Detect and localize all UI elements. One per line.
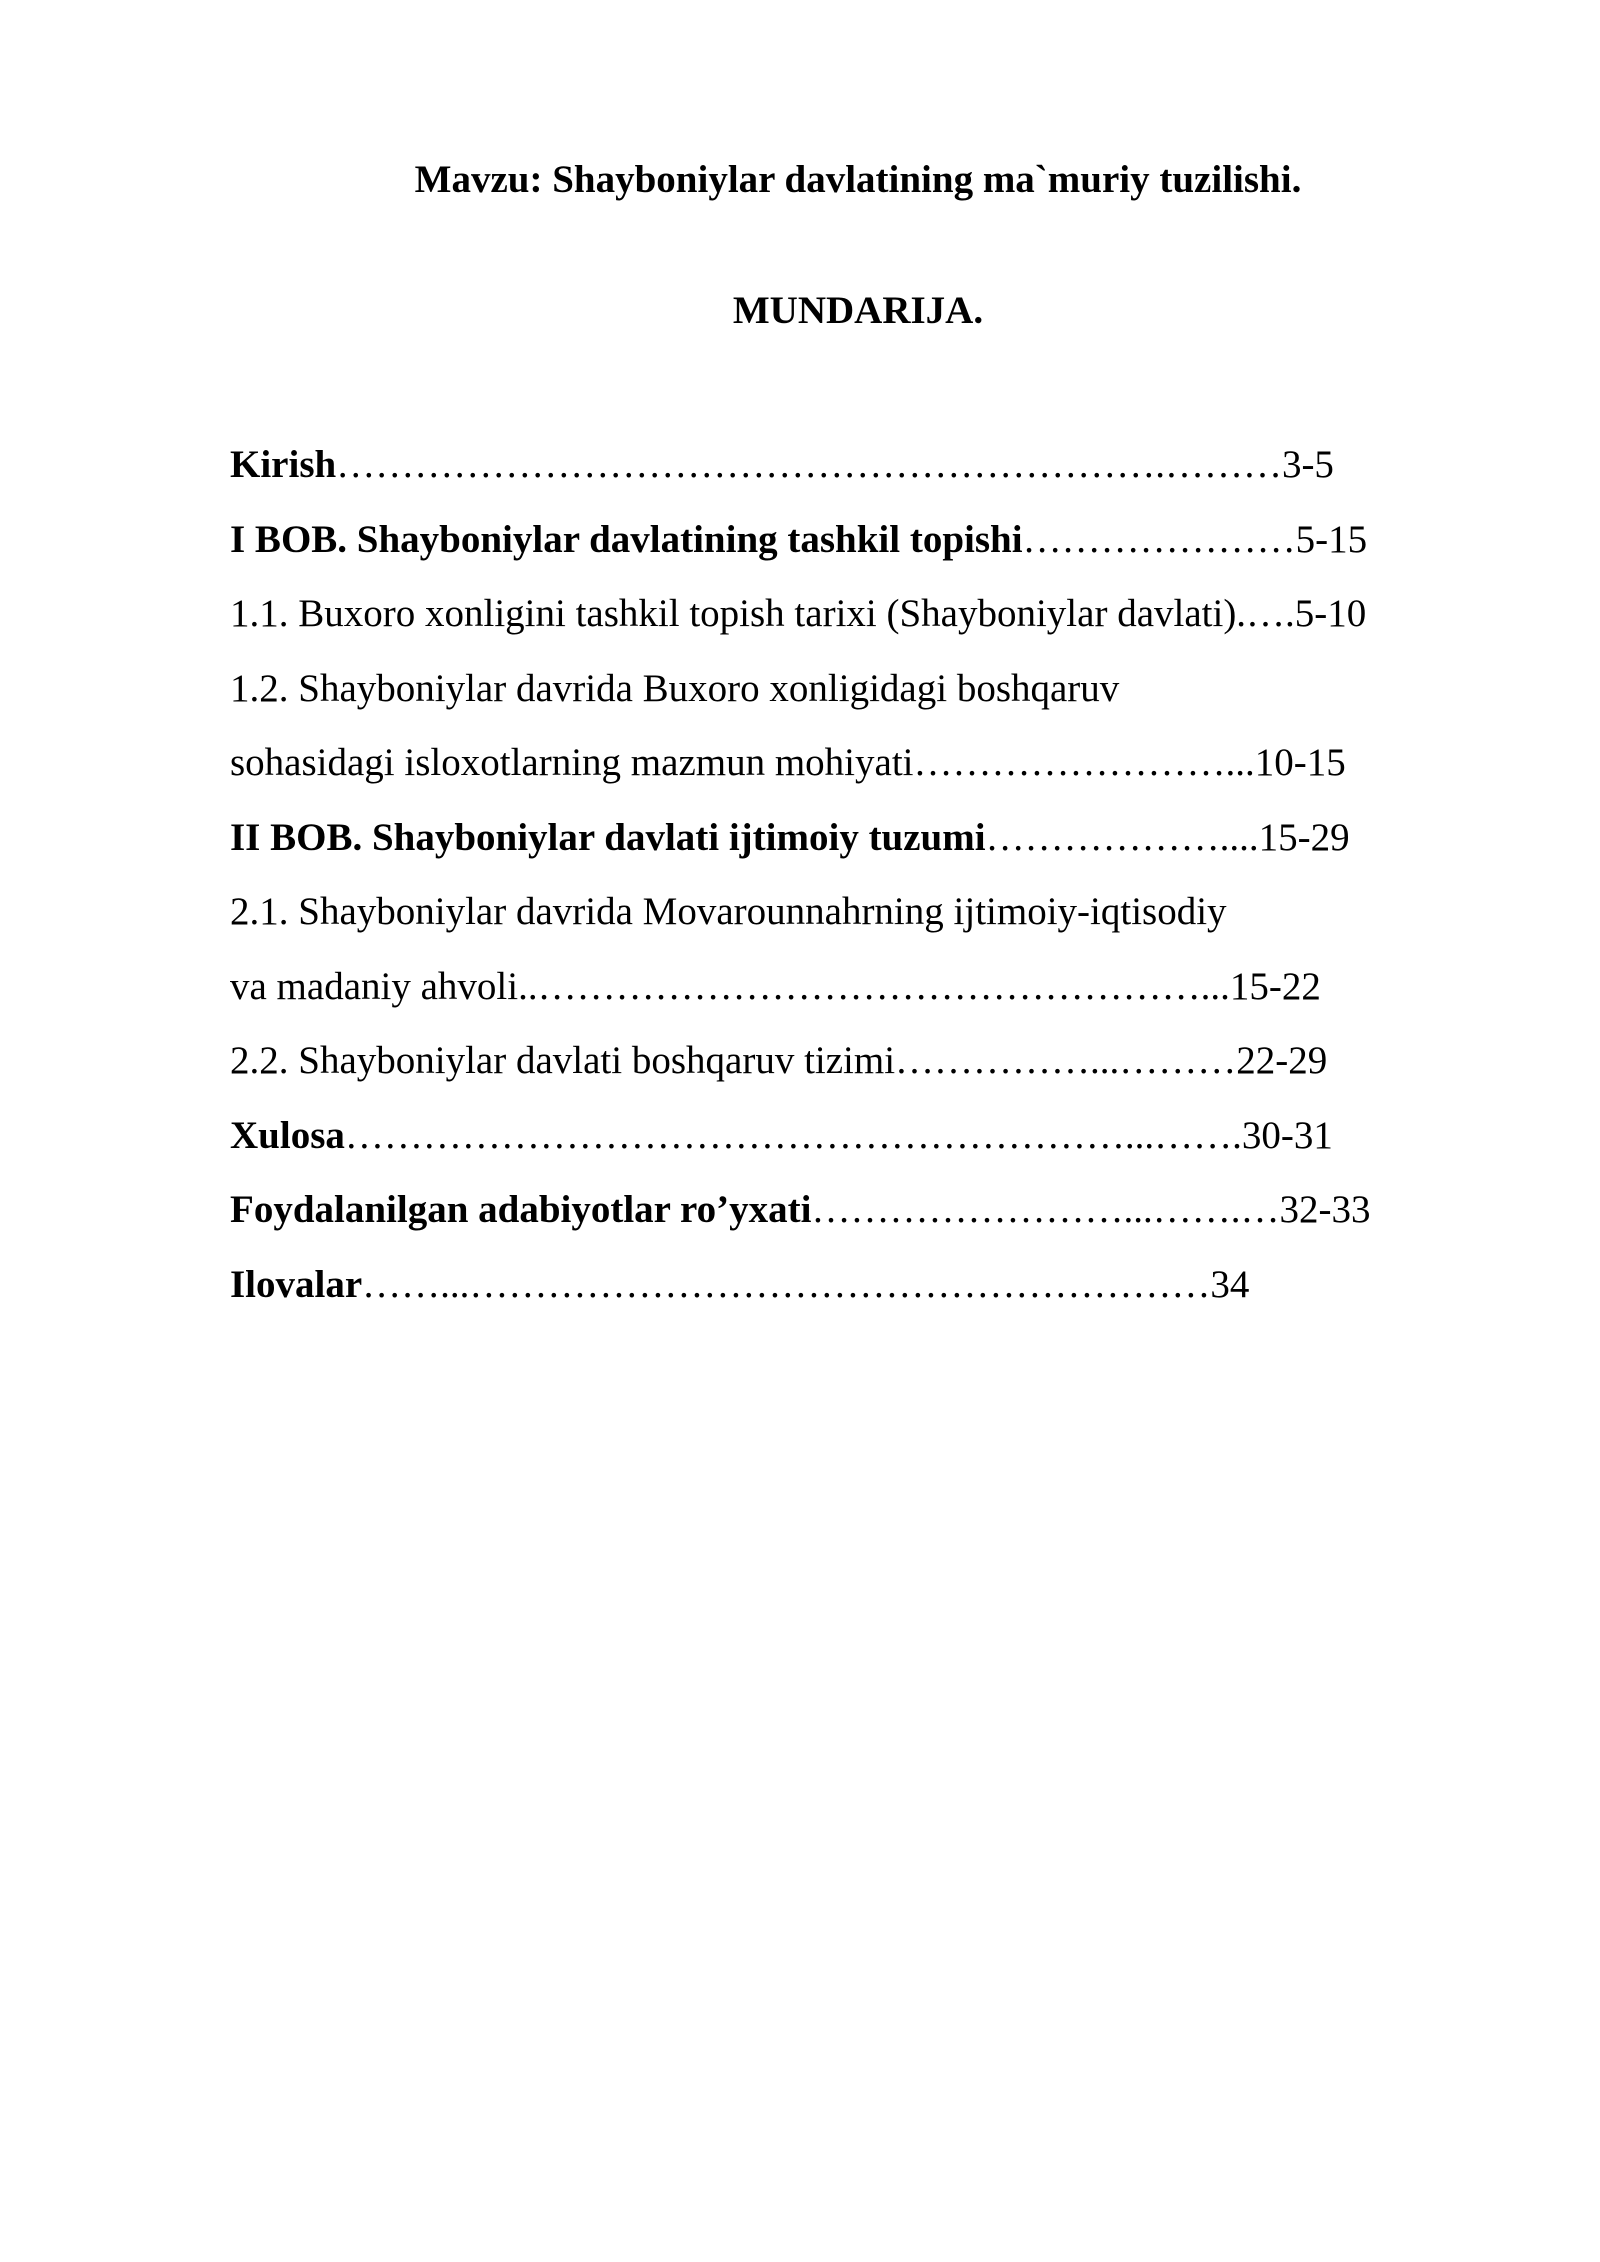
toc-entry-bob-1 xyxy=(230,503,1370,578)
toc-entry-title: Foydalanilgan adabiyotlar ro’yxati xyxy=(230,1188,812,1231)
toc-entry-section-1-1 xyxy=(230,577,1370,652)
toc-leader-pages: .……………………………………………...15-22 xyxy=(527,964,1321,1008)
toc-entry-adabiyotlar xyxy=(230,1173,1370,1248)
toc-leader-pages: ……………………...…….…32-33 xyxy=(811,1188,1371,1231)
toc-leader-pages: ……………………………………………………...…….30-31 xyxy=(344,1113,1333,1157)
toc-leader-pages: ……………………...10-15 xyxy=(913,741,1346,784)
toc-entry-title: II BOB. Shayboniylar davlati ijtimoiy tuzumi xyxy=(230,815,986,859)
toc-entry-xulosa xyxy=(230,1099,1370,1174)
toc-entry-title: Kirish xyxy=(230,443,337,486)
toc-leader-pages: ………………....15-29 xyxy=(985,815,1350,859)
contents-heading: MUNDARIJA. xyxy=(732,289,984,332)
table-of-contents xyxy=(230,428,1370,1322)
toc-entry-text: va madaniy ahvoli. xyxy=(230,964,528,1008)
toc-entry-text: sohasidagi isloxotlarning mazmun mohiyati xyxy=(230,741,914,784)
toc-entry-ilovalar xyxy=(230,1248,1370,1323)
toc-entry-section-2-1-line-2 xyxy=(230,950,1370,1025)
toc-entry-section-2-1-line-1 xyxy=(230,875,1370,950)
toc-entry-text: 1.1. Buxoro xonligini tashkil topish tarixi (Shayboniylar davlati).….5-10 xyxy=(230,592,1367,635)
toc-entry-section-1-2-line-1 xyxy=(230,652,1370,727)
toc-entry-section-2-2 xyxy=(230,1024,1370,1099)
toc-leader-pages: …………………5-15 xyxy=(1022,517,1368,561)
toc-entry-title: I BOB. Shayboniylar davlatining tashkil topishi xyxy=(230,517,1023,561)
toc-entry-title: Xulosa xyxy=(230,1113,345,1157)
toc-entry-title: Ilovalar xyxy=(230,1262,363,1306)
toc-entry-text: 2.1. Shayboniylar davrida Movarounnahrning ijtimoiy-iqtisodiy xyxy=(230,890,1227,933)
document-topic: Mavzu: Shayboniylar davlatining ma`muriy tuzilishi. xyxy=(414,158,1302,201)
toc-entry-text: 2.2. Shayboniylar davlati boshqaruv tizimi……………...………22-29 xyxy=(230,1039,1328,1082)
toc-leader-pages: ……...…………………………………………………34 xyxy=(362,1262,1250,1306)
toc-entry-text: 1.2. Shayboniylar davrida Buxoro xonligidagi boshqaruv xyxy=(230,666,1120,710)
toc-entry-section-1-2-line-2 xyxy=(230,726,1370,801)
toc-entry-kirish xyxy=(230,428,1370,503)
toc-leader-pages: ……………………………………………………….………3-5 xyxy=(336,443,1334,486)
toc-entry-bob-2 xyxy=(230,801,1370,876)
